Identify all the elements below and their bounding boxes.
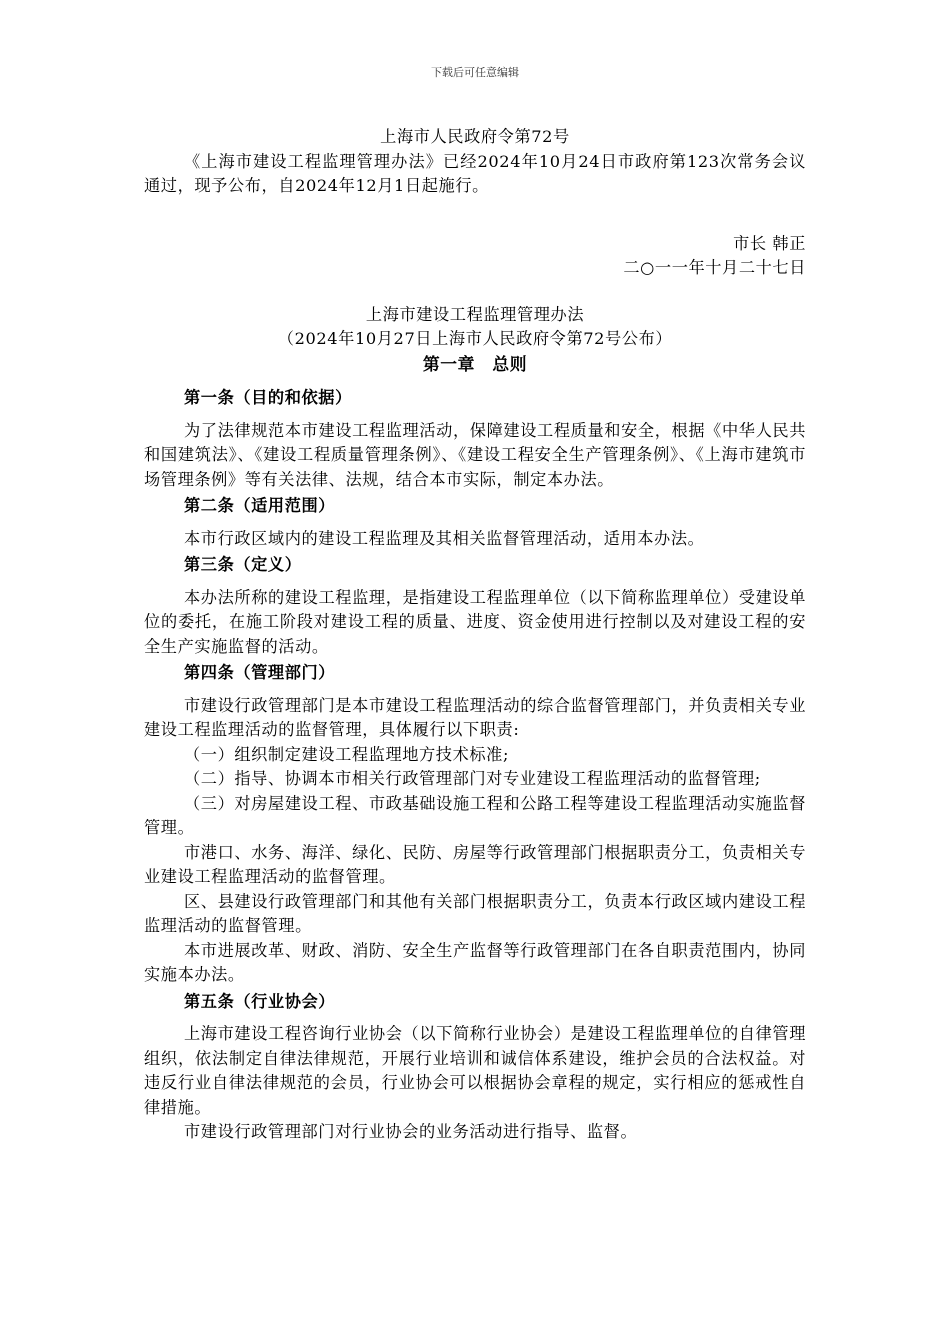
article-4-paragraph: 本市进展改革、财政、消防、安全生产监督等行政管理部门在各自职责范围内，协同实施本办法。	[144, 940, 806, 984]
decree-signer: 市长 韩正	[733, 233, 806, 253]
article-4-item-2: （二）指导、协调本市相关行政管理部门对专业建设工程监理活动的监督管理;	[184, 769, 761, 788]
document-subtitle: （2024年10月27日上海市人民政府令第72号公布）	[277, 329, 673, 348]
article-5-paragraph: 市建设行政管理部门对行业协会的业务活动进行指导、监督。	[184, 1122, 638, 1141]
article-5-paragraph: 上海市建设工程咨询行业协会（以下简称行业协会）是建设工程监理单位的自律管理组织，依法制定自律法律规范，开展行业培训和诚信体系建设，维护会员的合法权益。对违反行业自律法律规范的会员，行业协会可以根据协会章程的规定，实行相应的惩戒性自律措施。	[144, 1024, 806, 1117]
document-title: 上海市建设工程监理管理办法	[365, 304, 585, 324]
article-4-paragraph: 市港口、水务、海洋、绿化、民防、房屋等行政管理部门根据职责分工，负责相关专业建设工程监理活动的监督管理。	[144, 842, 806, 886]
article-4-paragraph: 区、县建设行政管理部门和其他有关部门根据职责分工，负责本行政区域内建设工程监理活动的监督管理。	[144, 891, 806, 935]
decree-body: 《上海市建设工程监理管理办法》已经2024年10月24日市政府第123次常务会议通过，现予公布，自2024年12月1日起施行。	[144, 151, 806, 195]
header-note: 下载后可任意编辑	[431, 66, 519, 79]
article-2-paragraph: 本市行政区域内的建设工程监理及其相关监督管理活动，适用本办法。	[184, 528, 705, 548]
article-1-paragraph: 为了法律规范本市建设工程监理活动，保障建设工程质量和安全，根据《中华人民共和国建筑法》、《建设工程质量管理条例》、《建设工程安全生产管理条例》、《上海市建筑市场管理条例》等有关法律、法规，结合本市实际，制定本办法。	[144, 420, 806, 489]
article-3-heading: 第三条（定义）	[184, 555, 302, 574]
article-3-paragraph: 本办法所称的建设工程监理，是指建设工程监理单位（以下简称监理单位）受建设单位的委托，在施工阶段对建设工程的质量、进度、资金使用进行控制以及对建设工程的安全生产实施监督的活动。	[144, 587, 806, 656]
document-body	[144, 125, 806, 1145]
article-2-heading: 第二条（适用范围）	[184, 496, 336, 515]
article-4-item-1: （一）组织制定建设工程监理地方技术标准;	[184, 744, 510, 764]
chapter-heading: 第一章 总则	[422, 353, 528, 374]
decree-title: 上海市人民政府令第72号	[380, 127, 570, 146]
article-4-item-3: （三）对房屋建设工程、市政基础设施工程和公路工程等建设工程监理活动实施监督管理。	[144, 793, 806, 837]
article-4-heading: 第四条（管理部门）	[184, 663, 336, 682]
decree-date: 二○一一年十月二十七日	[623, 258, 806, 277]
article-5-heading: 第五条（行业协会）	[184, 991, 336, 1011]
article-1-heading: 第一条（目的和依据）	[184, 388, 352, 407]
article-4-paragraph: 市建设行政管理部门是本市建设工程监理活动的综合监督管理部门，并负责相关专业建设工程监理活动的监督管理，具体履行以下职责:	[144, 695, 806, 739]
